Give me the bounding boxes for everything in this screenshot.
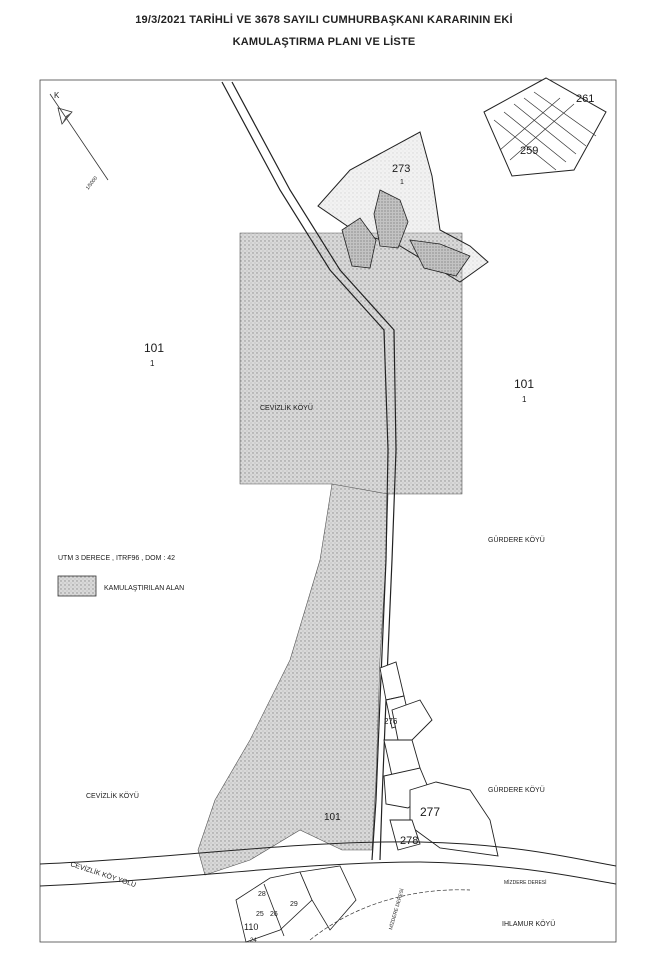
parcels-bottom-cluster <box>380 662 498 856</box>
parcel-26-label: 26 <box>270 911 278 918</box>
scale-label: 1/5000 <box>84 175 99 192</box>
parcel-276-label: 276 <box>384 717 398 726</box>
parcel-25-label: 25 <box>256 911 264 918</box>
parcel-101-bottom: 101 <box>324 812 341 823</box>
expropriated-area-strip <box>198 484 388 875</box>
stream-label-2: MİZDERE DERESİ <box>388 888 406 931</box>
parcel-277-label: 277 <box>420 805 441 819</box>
parcel-110-label: 110 <box>244 922 259 932</box>
parcel-273-label: 273 <box>392 163 411 175</box>
village-road <box>40 842 616 866</box>
document-title: 19/3/2021 TARİHLİ VE 3678 SAYILI CUMHURBAŞKANI KARARININ EKİ <box>135 14 513 26</box>
parcel-28-label: 28 <box>258 891 266 898</box>
parcel-110-sub: 24 <box>250 938 257 944</box>
parcel-261-label: 261 <box>576 93 595 105</box>
stream-label: MİZDERE DERESİ <box>504 880 547 886</box>
parcel-101-left-sub: 1 <box>150 359 155 368</box>
expropriated-area-upper <box>240 233 462 494</box>
parcel-278-label: 278 <box>400 835 419 847</box>
village-cevizlik-left: CEVİZLİK KÖYÜ <box>86 793 139 800</box>
parcel-101-right-sub: 1 <box>522 395 527 404</box>
village-gurdere-upper: GÜRDERE KÖYÜ <box>488 537 545 544</box>
parcel-101-right: 101 <box>514 377 535 391</box>
document-subtitle: KAMULAŞTIRMA PLANI VE LİSTE <box>232 36 416 48</box>
village-ihlamur: IHLAMUR KÖYÜ <box>502 921 556 928</box>
parcel-259-label: 259 <box>520 145 539 157</box>
parcel-101-left: 101 <box>144 341 165 355</box>
north-arrow-icon <box>50 94 108 180</box>
village-gurdere-lower: GÜRDERE KÖYÜ <box>488 787 545 794</box>
legend-expropriated-label: KAMULAŞTIRILAN ALAN <box>104 585 185 592</box>
legend-projection: UTM 3 DERECE , ITRF96 , DOM : 42 <box>58 555 176 562</box>
legend-swatch <box>58 576 96 596</box>
parcel-29-label: 29 <box>290 901 298 908</box>
road-label: CEVİZLİK KÖY YOLU <box>69 861 137 890</box>
parcel-273-sub: 1 <box>400 179 404 186</box>
village-cevizlik-center: CEVİZLİK KÖYÜ <box>260 405 313 412</box>
north-label: K <box>54 91 60 100</box>
